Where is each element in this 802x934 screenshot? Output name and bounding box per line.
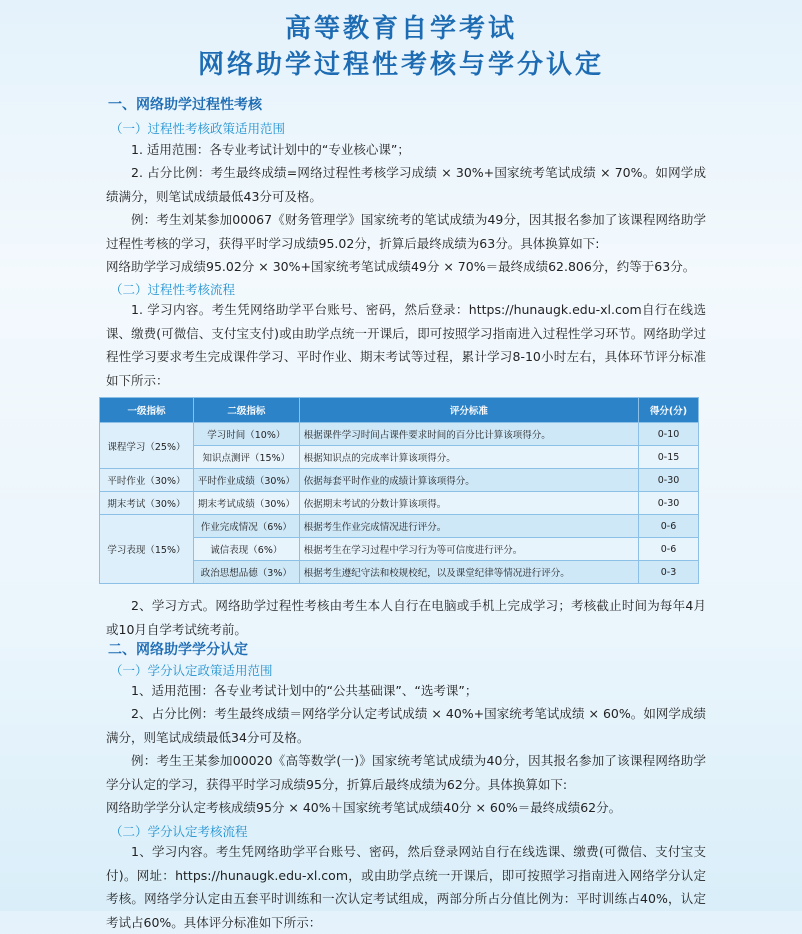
table-cell-sub: 学习时间（10%） <box>193 423 299 446</box>
table-row <box>100 515 699 538</box>
table-cell-standard: 依据期末考试的分数计算该项得。 <box>299 492 638 515</box>
section2-sub1-p3: 例：考生王某参加00020《高等数学(一)》国家统考笔试成绩为40分，因其报名参加了该课程网络助学学分认定的学习，获得平时学习成绩95分，折算后最终成绩为62分。具体换算如下: <box>106 753 706 792</box>
section2-sub2-p1: 1、学习内容。考生凭网络助学平台账号、密码，然后登录网站自行在线选课、缴费(可微信、支付宝支付)。网址：https://hunaugk.edu-xl.com，或由助学点统一开课后，即可按照学习指南进入网络学分认定考核。网络学分认定由五套平时训练和一次认定考试组成，两部分所占分值比例为：平时训练占40%，认定考试占60%。具体评分标准如下所示： <box>106 844 706 930</box>
table-cell-sub: 知识点测评（15%） <box>193 446 299 469</box>
section1-sub1-heading: （一）过程性考核政策适用范围 <box>110 121 286 136</box>
table-header-row <box>100 398 699 423</box>
table-cell-standard: 依据每套平时作业的成绩计算该项得分。 <box>299 469 638 492</box>
table-cell-sub: 诚信表现（6%） <box>193 538 299 561</box>
table-cell-standard: 根据考生在学习过程中学习行为等可信度进行评分。 <box>299 538 638 561</box>
table-cell-standard: 根据知识点的完成率计算该项得分。 <box>299 446 638 469</box>
section1-sub1-p3: 例：考生刘某参加00067《财务管理学》国家统考的笔试成绩为49分，因其报名参加了该课程网络助学过程性考核的学习，获得平时学习成绩95.02分，折算后最终成绩为63分。具体换算如下: <box>106 212 706 251</box>
table-cell-group: 学习表现（15%） <box>100 515 194 584</box>
table-cell-score: 0-30 <box>639 469 699 492</box>
table-header: 评分标准 <box>299 398 638 423</box>
table-cell-score: 0-15 <box>639 446 699 469</box>
table-cell-standard: 根据课件学习时间占课件要求时间的百分比计算该项得分。 <box>299 423 638 446</box>
table-header: 二级指标 <box>193 398 299 423</box>
table-cell-standard: 根据考生作业完成情况进行评分。 <box>299 515 638 538</box>
table-cell-score: 0-6 <box>639 538 699 561</box>
scoring-table <box>99 397 699 584</box>
section1-sub2-p2: 2、学习方式。网络助学过程性考核由考生本人自行在电脑或手机上完成学习；考核截止时间为每年4月或10月自学考试统考前。 <box>106 598 706 637</box>
section2-sub2-heading: （二）学分认定考核流程 <box>110 824 248 839</box>
table-cell-sub: 平时作业成绩（30%） <box>193 469 299 492</box>
table-cell-sub: 作业完成情况（6%） <box>193 515 299 538</box>
section1-sub2-heading: （二）过程性考核流程 <box>110 282 236 297</box>
table-cell-group: 期末考试（30%） <box>100 492 194 515</box>
section1-sub1-p4: 网络助学学习成绩95.02分 × 30%+国家统考笔试成绩49分 × 70%＝最终成绩62.806分，约等于63分。 <box>106 259 696 274</box>
section2-heading: 二、网络助学学分认定 <box>108 642 248 658</box>
table-cell-score: 0-30 <box>639 492 699 515</box>
main-title: 高等教育自学考试 <box>284 14 517 44</box>
table-cell-group: 平时作业（30%） <box>100 469 194 492</box>
section2-sub1-heading: （一）学分认定政策适用范围 <box>110 663 273 678</box>
table-row <box>100 423 699 446</box>
table-cell-sub: 政治思想品德（3%） <box>193 561 299 584</box>
table-row <box>100 492 699 515</box>
section2-sub1-p4: 网络助学学分认定考核成绩95分 × 40%＋国家统考笔试成绩40分 × 60%＝最终成绩62分。 <box>106 800 622 815</box>
section2-sub1-p2: 2、占分比例：考生最终成绩＝网络学分认定考试成绩 × 40%+国家统考笔试成绩 × 60%。如网学成绩满分，则笔试成绩最低34分可及格。 <box>106 706 706 745</box>
section2-sub1-p1: 1、适用范围：各专业考试计划中的“公共基础课”、“选考课”； <box>131 683 478 698</box>
table-cell-sub: 期末考试成绩（30%） <box>193 492 299 515</box>
table-cell-group: 课程学习（25%） <box>100 423 194 469</box>
section1-sub1-p2: 2. 占分比例：考生最终成绩=网络过程性考核学习成绩 × 30%+国家统考笔试成绩 × 70%。如网学成绩满分，则笔试成绩最低43分可及格。 <box>106 165 706 204</box>
table-cell-standard: 根据考生遵纪守法和校规校纪，以及课堂纪律等情况进行评分。 <box>299 561 638 584</box>
section1-heading: 一、网络助学过程性考核 <box>108 97 262 113</box>
main-subtitle: 网络助学过程性考核与学分认定 <box>197 50 604 80</box>
section1-sub1-p1: 1. 适用范围：各专业考试计划中的“专业核心课”； <box>131 142 410 157</box>
table-cell-score: 0-3 <box>639 561 699 584</box>
table-cell-score: 0-6 <box>639 515 699 538</box>
table-row <box>100 469 699 492</box>
section1-sub2-p1: 1. 学习内容。考生凭网络助学平台账号、密码，然后登录：https://hunaugk.edu-xl.com自行在线选课、缴费(可微信、支付宝支付)或由助学点统一开课后，即可按照学习指南进入过程性学习环节。网络助学过程性学习要求考生完成课件学习、平时作业、期末考试等过程，累计学习8-10小时左右，具体环节评分标准如下所示： <box>106 302 706 388</box>
table-cell-score: 0-10 <box>639 423 699 446</box>
table-header: 得分(分) <box>639 398 699 423</box>
table-header: 一级指标 <box>100 398 194 423</box>
